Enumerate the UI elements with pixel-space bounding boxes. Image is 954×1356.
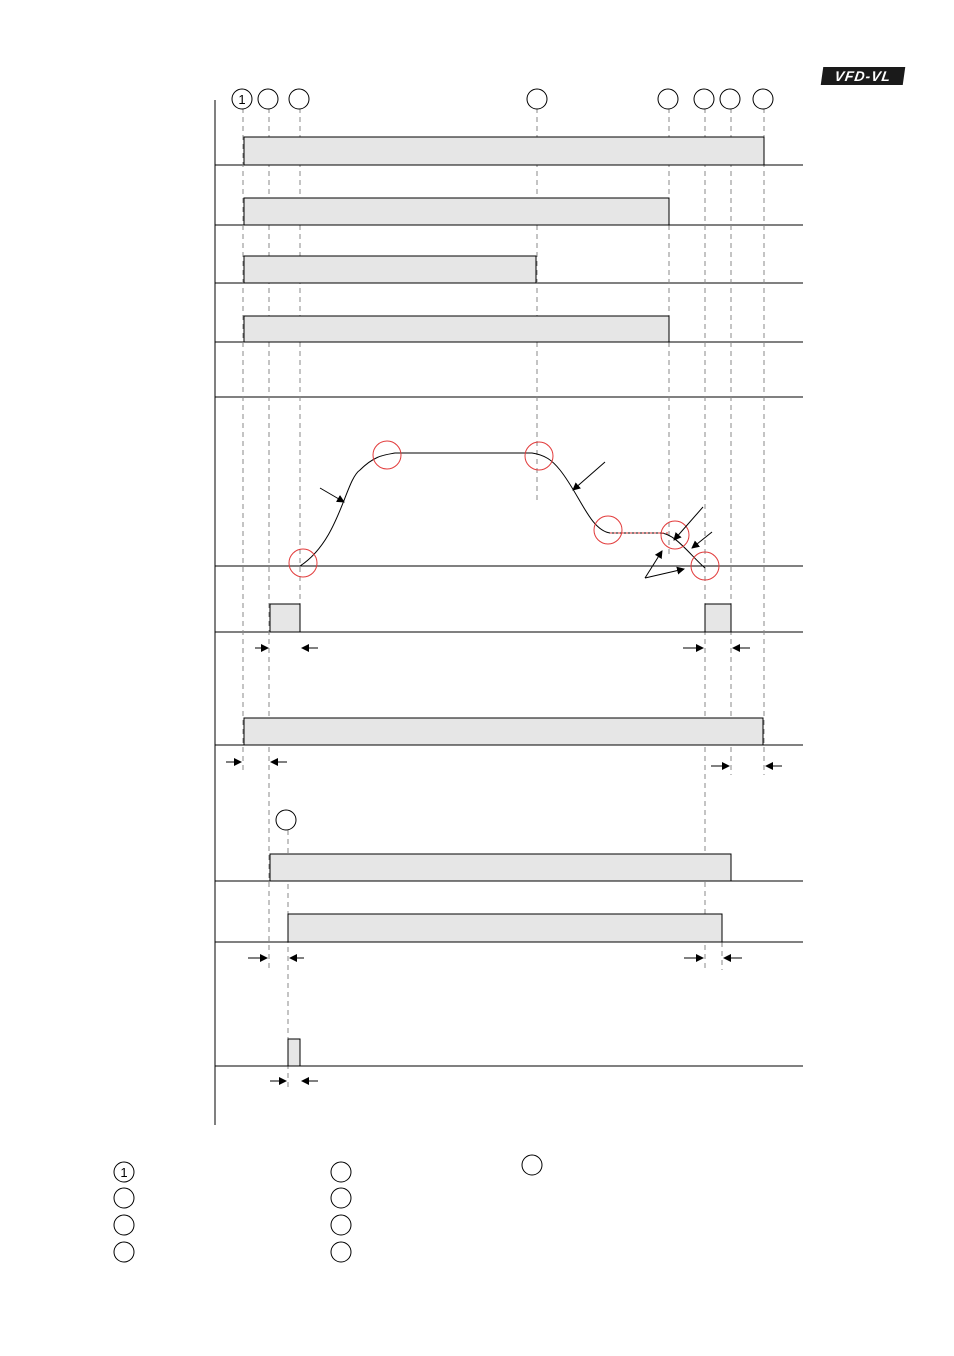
legend-circle-6 bbox=[331, 1188, 351, 1208]
legend-circle-9 bbox=[522, 1155, 542, 1175]
signal-pulse-row7-start bbox=[270, 604, 300, 632]
signal-bar-row1 bbox=[244, 137, 764, 165]
accel-annotation-arrow bbox=[320, 488, 344, 502]
transition-circle-creep-end bbox=[661, 521, 689, 549]
speed-curve bbox=[300, 453, 705, 568]
legend-circle-5 bbox=[331, 1162, 351, 1182]
signal-bar-row8 bbox=[244, 718, 763, 745]
marker-label-1: 1 bbox=[238, 92, 246, 107]
marker-circle-3 bbox=[289, 89, 309, 109]
marker-circle-2 bbox=[258, 89, 278, 109]
vfd-vl-logo: VFD-VL bbox=[821, 67, 906, 85]
legend-label-1: 1 bbox=[120, 1165, 128, 1180]
signal-pulse-row11 bbox=[288, 1039, 300, 1066]
signal-bar-row10 bbox=[288, 914, 722, 942]
signal-pulse-row7-end bbox=[705, 604, 731, 632]
legend-circle-2 bbox=[114, 1188, 134, 1208]
time-marker-lines bbox=[243, 108, 764, 1090]
signal-bar-row9 bbox=[270, 854, 731, 881]
legend-circle-3 bbox=[114, 1215, 134, 1235]
transition-circle-accel-start bbox=[289, 549, 317, 577]
marker-circle-6 bbox=[694, 89, 714, 109]
decel-annotation-arrow bbox=[573, 462, 605, 490]
transition-circle-decel-end bbox=[594, 516, 622, 544]
signal-bars bbox=[244, 137, 764, 1066]
transition-circle-decel-start bbox=[525, 442, 553, 470]
signal-bar-row4 bbox=[244, 316, 669, 342]
curve-annotation-arrows bbox=[320, 462, 712, 578]
stop-annotation-arrow bbox=[692, 532, 712, 548]
signal-bar-row2 bbox=[244, 198, 669, 225]
legend-circle-8 bbox=[331, 1242, 351, 1262]
legend-circle-7 bbox=[331, 1215, 351, 1235]
lower-annotation-arrow-a bbox=[645, 551, 662, 578]
legend-circle-4 bbox=[114, 1242, 134, 1262]
marker-circle-7 bbox=[720, 89, 740, 109]
marker-circle-4 bbox=[527, 89, 547, 109]
signal-bar-row3 bbox=[244, 256, 536, 283]
marker-circle-5 bbox=[658, 89, 678, 109]
marker-circle-9 bbox=[276, 810, 296, 830]
lower-annotation-arrow-b bbox=[645, 569, 684, 578]
curve-transition-circles bbox=[289, 441, 719, 580]
legend-circles bbox=[114, 1155, 542, 1262]
marker-circle-8 bbox=[753, 89, 773, 109]
